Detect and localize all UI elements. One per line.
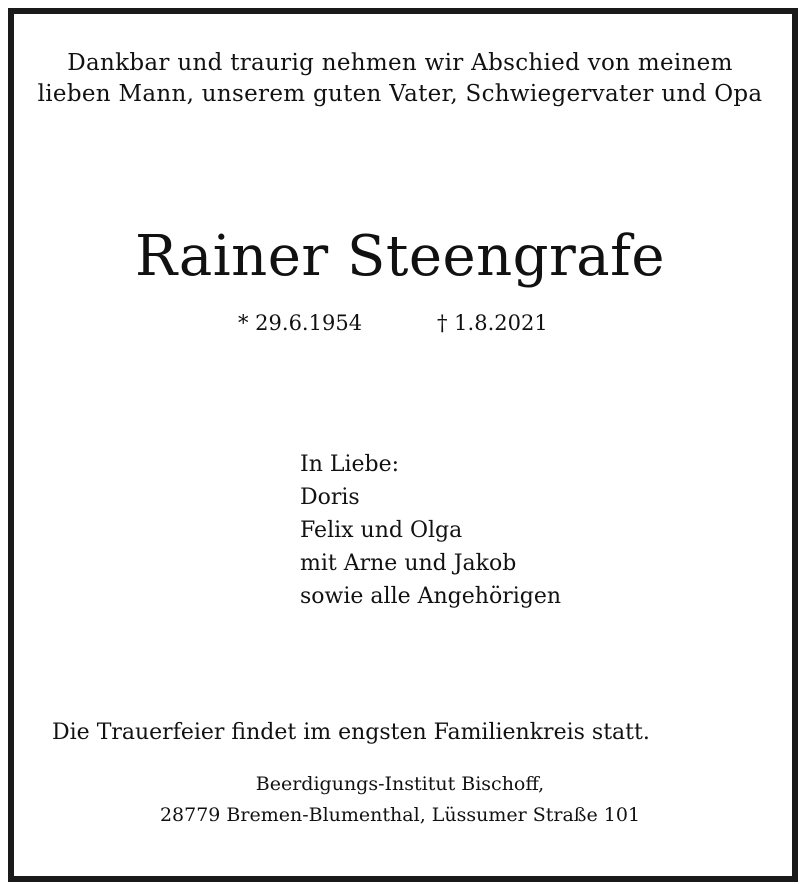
intro-text	[0, 48, 800, 110]
mourners-list	[300, 448, 561, 613]
mourners-heading: In Liebe:	[300, 452, 400, 477]
undertaker-info	[0, 769, 800, 831]
intro-line: lieben Mann, unserem guten Vater, Schwiegervater und Opa	[37, 81, 763, 107]
obituary-border	[8, 8, 798, 882]
birth-date: * 29.6.1954	[238, 311, 363, 335]
mourner-entry: mit Arne und Jakob	[300, 551, 517, 576]
undertaker-name: Beerdigungs-Institut Bischoff,	[255, 773, 545, 795]
mourner-entry: sowie alle Angehörigen	[300, 584, 562, 609]
ceremony-note: Die Trauerfeier findet im engsten Familienkreis statt.	[52, 720, 650, 745]
undertaker-address: 28779 Bremen-Blumenthal, Lüssumer Straße 101	[159, 804, 641, 826]
death-date: † 1.8.2021	[437, 311, 548, 335]
deceased-name: Rainer Steengrafe	[134, 224, 666, 289]
intro-line: Dankbar und traurig nehmen wir Abschied von meinem	[67, 50, 733, 76]
mourner-entry: Felix und Olga	[300, 518, 463, 543]
mourner-entry: Doris	[300, 485, 360, 510]
